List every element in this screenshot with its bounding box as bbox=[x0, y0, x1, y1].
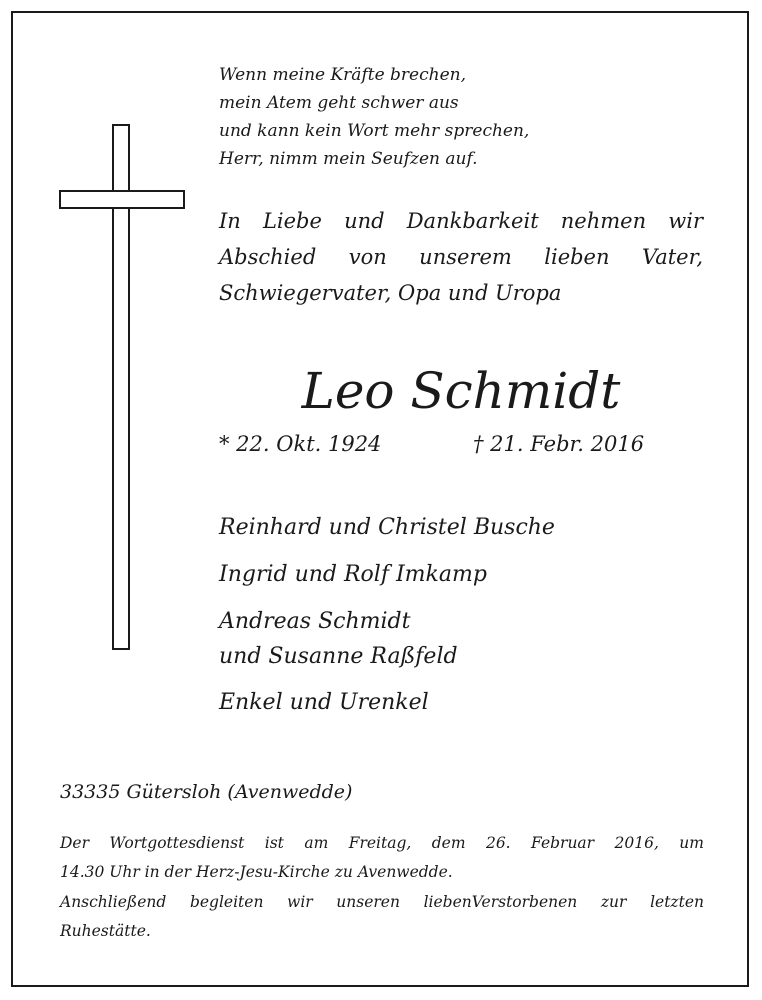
burial-notice bbox=[60, 888, 704, 946]
family-line: Andreas Schmidt bbox=[219, 609, 411, 634]
birth-date: * 22. Okt. 1924 bbox=[219, 432, 382, 456]
notice-line: Der Wortgottesdienst ist am Freitag, dem 26. Februar 2016, um bbox=[60, 834, 704, 852]
poem-line: mein Atem geht schwer aus bbox=[219, 93, 459, 113]
notice-line: 14.30 Uhr in der Herz-Jesu-Kirche zu Avenwedde. bbox=[60, 863, 453, 881]
poem bbox=[219, 61, 529, 173]
place-line: 33335 Gütersloh (Avenwedde) bbox=[60, 781, 353, 803]
cross-icon-joint bbox=[114, 192, 128, 207]
family-line: Reinhard und Christel Busche bbox=[219, 515, 555, 540]
poem-line: Wenn meine Kräfte brechen, bbox=[219, 65, 466, 85]
intro-text bbox=[219, 203, 703, 311]
family-line: und Susanne Raßfeld bbox=[219, 644, 458, 669]
intro-line: In Liebe und Dankbarkeit nehmen wir bbox=[219, 209, 703, 233]
family-line: Enkel und Urenkel bbox=[219, 690, 429, 715]
service-notice bbox=[60, 829, 704, 887]
notice-line: Ruhestätte. bbox=[60, 922, 151, 940]
poem-line: Herr, nimm mein Seufzen auf. bbox=[219, 149, 478, 169]
deceased-name: Leo Schmidt bbox=[301, 362, 621, 420]
intro-line: Schwiegervater, Opa und Uropa bbox=[219, 281, 562, 305]
family-line: Ingrid und Rolf Imkamp bbox=[219, 562, 487, 587]
death-date: † 21. Febr. 2016 bbox=[473, 432, 645, 456]
intro-line: Abschied von unserem lieben Vater, bbox=[219, 245, 703, 269]
notice-line: Anschließend begleiten wir unseren liebenVerstorbenen zur letzten bbox=[60, 893, 704, 911]
poem-line: und kann kein Wort mehr sprechen, bbox=[219, 121, 530, 141]
